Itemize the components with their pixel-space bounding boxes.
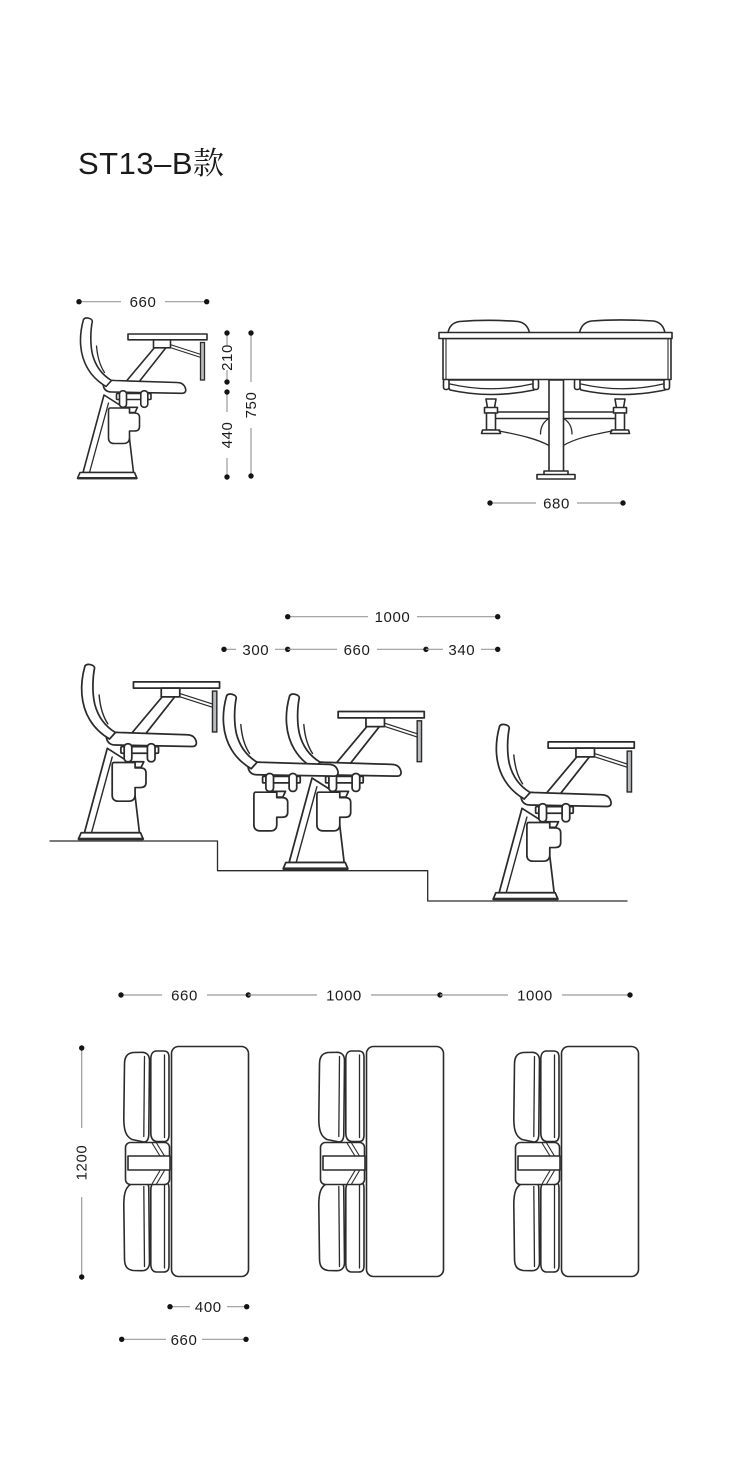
dim-row-front-clearance — [426, 642, 500, 659]
dim-row-unit-depth — [288, 642, 429, 659]
side-chair — [78, 318, 208, 479]
dim-side-seat-height — [219, 389, 236, 479]
dim-plan-pitch-2 — [440, 988, 633, 1005]
row-chair-1 — [78, 664, 219, 840]
dim-label-440: 440 — [219, 421, 236, 449]
dim-label-1000: 1000 — [326, 987, 362, 1005]
dim-label-300: 300 — [242, 641, 270, 659]
dim-side-overall-height — [243, 330, 260, 478]
row-view — [50, 609, 634, 901]
plan-unit-2 — [319, 1047, 444, 1277]
plan-unit-3 — [514, 1047, 639, 1277]
side-view — [76, 294, 260, 480]
dim-label-660: 660 — [343, 641, 371, 659]
dim-row-pitch — [285, 609, 500, 626]
dim-label-400: 400 — [194, 1299, 222, 1317]
dim-plan-unit-depth-bottom — [119, 1332, 249, 1349]
dim-label-340: 340 — [448, 641, 476, 659]
dim-label-1200: 1200 — [73, 1144, 91, 1181]
dim-plan-pitch-1 — [248, 988, 442, 1005]
row-chair-3 — [493, 724, 634, 900]
dim-plan-unit-depth-top — [118, 988, 251, 1005]
dim-plan-desk-depth — [167, 1299, 249, 1316]
dim-side-overall-depth — [76, 294, 209, 311]
dim-label-1000-2: 1000 — [517, 987, 553, 1005]
dim-label-1000: 1000 — [374, 609, 411, 626]
dim-label-680: 680 — [543, 495, 570, 513]
dim-side-tablet-drop — [219, 330, 236, 384]
dim-row-back-clearance — [221, 642, 290, 659]
plan-unit-1 — [124, 1047, 249, 1277]
front-double-unit — [439, 320, 672, 479]
dim-label-660-bottom: 660 — [170, 1331, 198, 1349]
dim-label-660: 660 — [171, 987, 198, 1005]
dim-label-750: 750 — [243, 391, 260, 419]
page-title: ST13–B款 — [78, 146, 225, 181]
front-view — [439, 320, 672, 513]
dim-label-210: 210 — [219, 344, 236, 371]
dim-label-660: 660 — [129, 294, 157, 311]
dim-front-leg-span — [487, 496, 625, 513]
row-chair-2 — [283, 694, 424, 870]
dim-plan-row-width — [74, 1045, 91, 1279]
plan-view — [74, 988, 639, 1349]
